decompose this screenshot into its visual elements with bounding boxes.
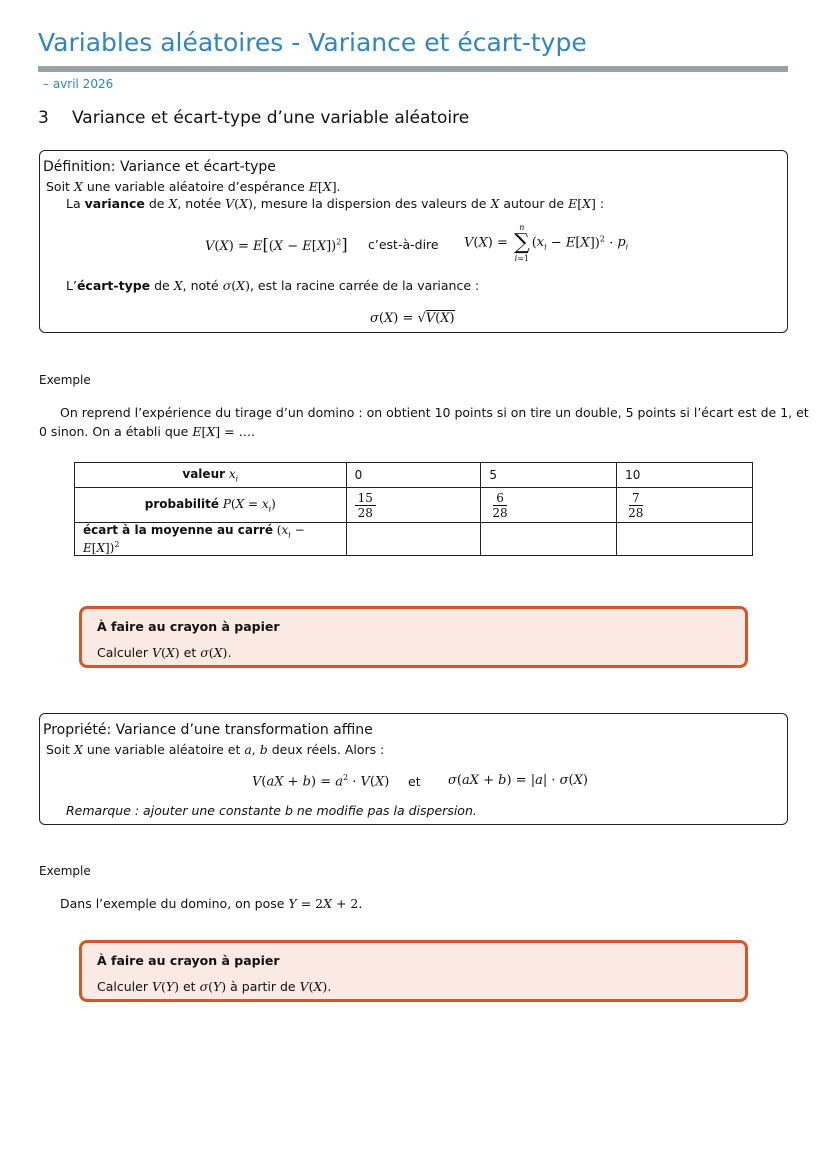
standard-deviation-formula: σ(X) = √V(X) <box>370 311 455 326</box>
task-1-text: Calculer V(X) et σ(X). <box>97 645 232 660</box>
probability-cell: $\frac{7}{28}$ <box>617 488 753 523</box>
table-row <box>75 523 753 556</box>
example-label-2: Exemple <box>39 864 91 878</box>
definition-line-1: Soit X une variable aléatoire d’espérance E[X]. <box>46 179 341 194</box>
probability-cell: $\frac{15}{28}$ <box>346 488 481 523</box>
variance-connector: c’est-à-dire <box>368 237 439 252</box>
title-rule <box>38 66 788 72</box>
document-date: – avril 2026 <box>43 77 114 91</box>
example-1-text-line-1: On reprend l’expérience du tirage d’un domino : on obtient 10 points si on tire un double, 5 points si l’écart est de 1, et <box>60 405 809 420</box>
definition-box <box>39 150 788 333</box>
definition-line-2: La variance de X, notée V(X), mesure la dispersion des valeurs de X autour de E[X] : <box>66 196 605 211</box>
table-cell: 5 <box>481 463 617 488</box>
example-2-text: Dans l’exemple du domino, on pose Y = 2X + 2. <box>60 896 363 911</box>
table-cell: 10 <box>617 463 753 488</box>
table-cell: 0 <box>346 463 481 488</box>
row-label-probabilities: probabilité $P(X = x_i)$ <box>75 488 347 523</box>
empty-answer-cell[interactable] <box>346 523 481 556</box>
section-number: 3 <box>38 108 49 128</box>
property-line-1: Soit X une variable aléatoire et a, b deux réels. Alors : <box>46 742 385 757</box>
property-heading: Propriété: Variance d’une transformation affine <box>43 722 373 738</box>
variance-formula: $V(X) = E[(X - E[X])^2]$ <box>205 235 348 254</box>
empty-answer-cell[interactable] <box>617 523 753 556</box>
row-label-values: valeur $x_i$ <box>75 463 347 488</box>
definition-line-3: L’écart-type de X, noté σ(X), est la racine carrée de la variance : <box>66 278 480 293</box>
affine-variance-formula: $V(aX + b) = a^2 \cdot V(X)$ <box>252 773 390 790</box>
affine-std-formula: σ(aX + b) = |a| · σ(X) <box>448 773 588 788</box>
task-1-heading: À faire au crayon à papier <box>97 619 280 634</box>
section-heading <box>38 108 469 128</box>
task-box-2 <box>79 940 748 1002</box>
example-label-1: Exemple <box>39 373 91 387</box>
empty-answer-cell[interactable] <box>481 523 617 556</box>
property-box <box>39 713 788 825</box>
probability-cell: $\frac{6}{28}$ <box>481 488 617 523</box>
probability-table <box>74 462 753 556</box>
definition-heading: Définition: Variance et écart-type <box>43 159 276 175</box>
document-title: Variables aléatoires - Variance et écart-type <box>38 28 587 57</box>
task-box-1 <box>79 606 748 668</box>
property-remark: Remarque : ajouter une constante b ne modifie pas la dispersion. <box>66 803 477 818</box>
affine-connector: et <box>408 774 421 789</box>
table-row <box>75 463 753 488</box>
variance-sum-formula: V(X) = n ∑ i=1 $(x_i - E[X])^2 \cdot p_i$ <box>464 223 629 263</box>
section-title: Variance et écart-type d’une variable aléatoire <box>72 108 470 128</box>
task-2-text: Calculer V(Y) et σ(Y) à partir de V(X). <box>97 979 332 994</box>
table-row <box>75 488 753 523</box>
row-label-squared-deviation: écart à la moyenne au carré $(x_i - E[X])^2$ <box>75 523 347 556</box>
task-2-heading: À faire au crayon à papier <box>97 953 280 968</box>
example-1-text-line-2: 0 sinon. On a établi que E[X] = …. <box>39 424 256 439</box>
